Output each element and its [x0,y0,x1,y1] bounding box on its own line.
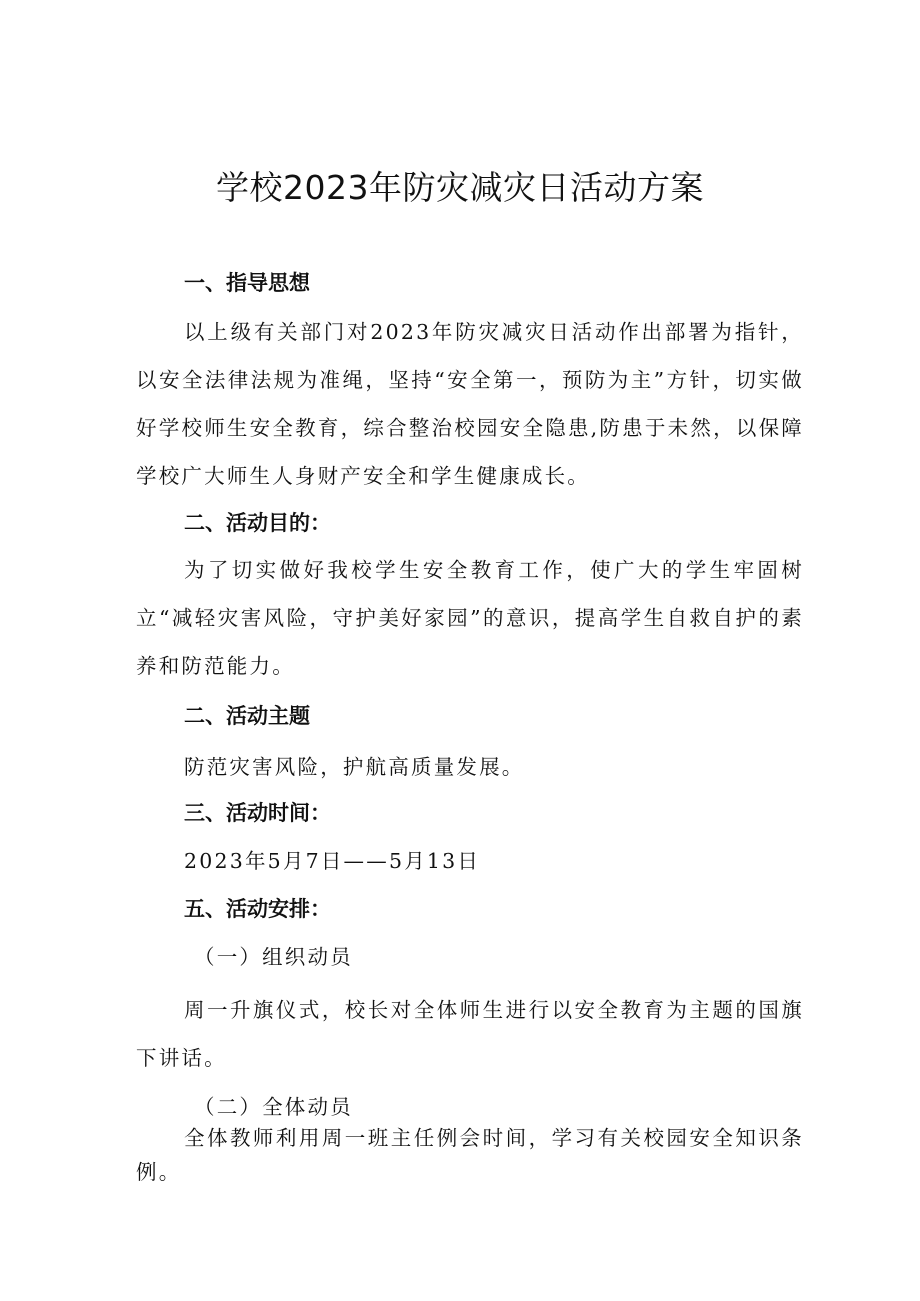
section-paragraph-guiding-ideology: 以上级有关部门对2023年防灾减灾日活动作出部署为指针，以安全法律法规为准绳，坚持“安全第一，预防为主”方针，切实做好学校师生安全教育，综合整治校园安全隐患,防患于未然，以保障学校广大师生人身财产安全和学生健康成长。 [136,320,804,488]
section-heading-activity-time: 三、活动时间： [184,801,331,825]
subsection-paragraph-all-staff: 全体教师利用周一班主任例会时间，学习有关校园安全知识条例。 [136,1126,804,1184]
subsection-label-organize: （一）组织动员 [194,945,353,969]
section-heading-activity-arrangement: 五、活动安排： [184,897,331,921]
section-heading-activity-purpose: 二、活动目的： [184,511,331,535]
document-title: 学校2023年防灾减灾日活动方案 [216,168,704,207]
section-paragraph-activity-purpose: 为了切实做好我校学生安全教育工作，使广大的学生牢固树立“减轻灾害风险，守护美好家园”的意识，提高学生自救自护的素养和防范能力。 [136,558,804,678]
section-paragraph-activity-theme: 防范灾害风险，护航高质量发展。 [184,755,525,779]
section-heading-guiding-ideology: 一、指导思想 [184,271,310,295]
subsection-label-all-staff: （二）全体动员 [194,1095,353,1119]
section-paragraph-activity-time: 2023年5月7日——5月13日 [184,849,481,873]
section-heading-activity-theme: 二、活动主题 [184,704,310,728]
subsection-paragraph-organize: 周一升旗仪式，校长对全体师生进行以安全教育为主题的国旗下讲话。 [136,998,804,1070]
